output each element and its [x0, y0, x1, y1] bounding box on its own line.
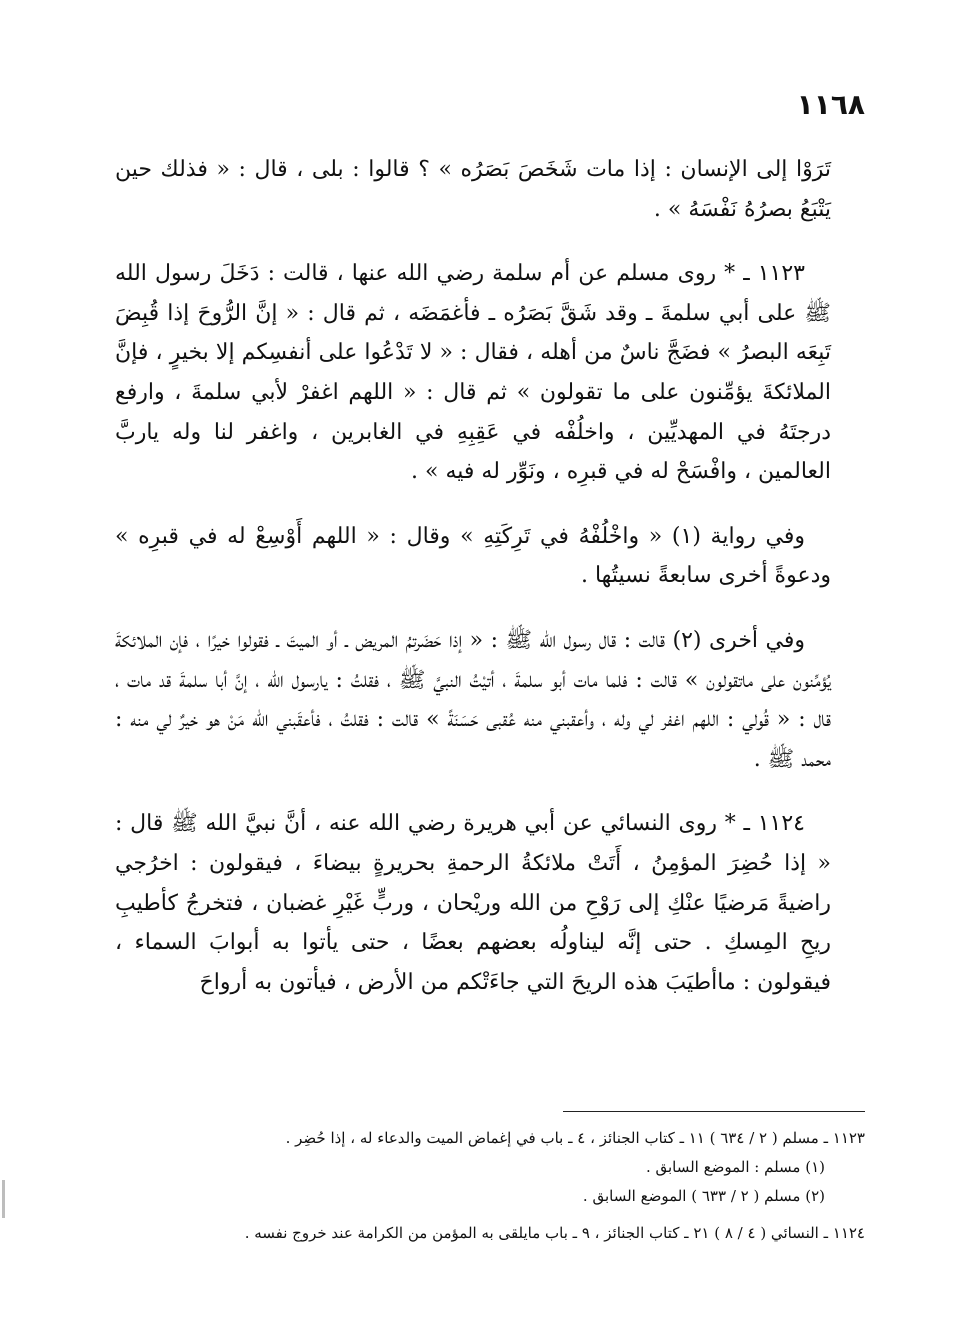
paragraph-hadith-1124: ١١٢٤ ـ * روى النسائي عن أبي هريرة رضي الله عنه ، أنَّ نبيَّ الله ﷺ قال : « إذا حُضِرَ المؤمِنُ ، أَتَتْ ملائكةُ الرحمةِ بحريرةٍ بيضاءَ ، فيقولون : اخرُجي راضيةً مَرضيًا عنْكِ إلى رَوْحِ من الله وريْحان ، وربٍّ غَيْرِ غضبان ، فتخرجُ كأطيبِ ريحِ المِسكِ . حتى إنَّه ليناولُه بعضهم بعضًا ، حتى يأتوا به أبوابَ السماء ، فيقولون : ماأطيَبَ هذه الريحَ التي جاءَتْكم من الأرض ، فيأتون به أرواحَ: [115, 811, 831, 995]
page-number: ١١٦٨: [796, 88, 865, 121]
footnote-divider: [563, 1111, 865, 1112]
paragraph-riwaya-1: وفي رواية (١) « واخْلُفْهُ في تَرِكَتِهِ » وقال : « اللهم أَوْسِعْ له في قبرِه » ودعوةً أخرى سابعةً نسيتُها .: [115, 523, 831, 589]
main-text: [115, 150, 831, 1027]
footnote-2: (٢) مسلم ( ٢ / ٦٣٣ ) الموضع السابق .: [582, 1187, 825, 1205]
scan-edge-mark: [2, 1180, 5, 1218]
footnote-1123: ١١٢٣ ـ مسلم ( ٢ / ٦٣٤ ) ١١ ـ كتاب الجنائز ، ٤ ـ باب في إغماض الميت والدعاء له ، إذا حُضِر .: [285, 1129, 865, 1147]
paragraph-riwaya-2: وفي أخرى (٢) قالت : قال رسول الله ﷺ : « إذا حَضَرتمُ المريض ـ أو الميتَ ـ فقولوا خيرًا ، فإن الملائكةَ يُؤمِّنون على ماتقولون » قالت : فلما مات أبو سلمةَ ، أتيْتُ النبيَّ ﷺ ، فقلتُ : يارسول الله ، إنَّ أبا سلمةَ قد مات ، قال : « قُولي : اللهم اغفر لي وله ، وأعقبني منه عُقبى حَسَنَةً » قالت : فقلتُ ، فأعقَبني الله مَنْ هو خيرٌ لي منه : محمد ﷺ .: [115, 627, 831, 772]
paragraph-hadith-1123: ١١٢٣ ـ * روى مسلم عن أم سلمة رضي الله عنها ، قالت : دَخَلَ رسول الله ﷺ على أبي سلمةَ ـ وقد شَقَّ بَصَرُه ـ فأغمَضَه ، ثم قال : « إنَّ الرُّوحَ إذا قُبِضَ تَبِعَه البصرُ » فضَجَّ ناسٌ من أهله ، فقال : « لا تَدْعُوا على أنفسِكم إلا بخيرٍ ، فإنَّ الملائكةَ يؤمِّنون على ما تقولون » ثم قال : « اللهم اغفرْ لأبي سلمةَ ، وارفع درجتَهُ في المهديِّين ، واخلُفْه في عَقِبِهِ في الغابرين ، واغفر لنا وله ياربَّ العالمين ، وافْسَحْ له في قبرِه ، ونَوِّر له فيه » .: [115, 261, 831, 485]
paragraph-continuation: تَرَوْا إلى الإنسان : إذا مات شَخَصَ بَصَرُه » ؟ قالوا : بلى ، قال : « فذلك حين يَتْبَعُ بصرُهُ نَفْسَهُ » .: [115, 157, 831, 222]
footnote-1124: ١١٢٤ ـ النسائي ( ٤ / ٨ ) ٢١ ـ كتاب الجنائز ، ٩ ـ باب مايلقى به المؤمن من الكرامة عند خروج نفسه .: [244, 1224, 865, 1242]
footnotes: [105, 1124, 865, 1248]
footnote-1: (١) مسلم : الموضع السابق .: [645, 1158, 825, 1176]
